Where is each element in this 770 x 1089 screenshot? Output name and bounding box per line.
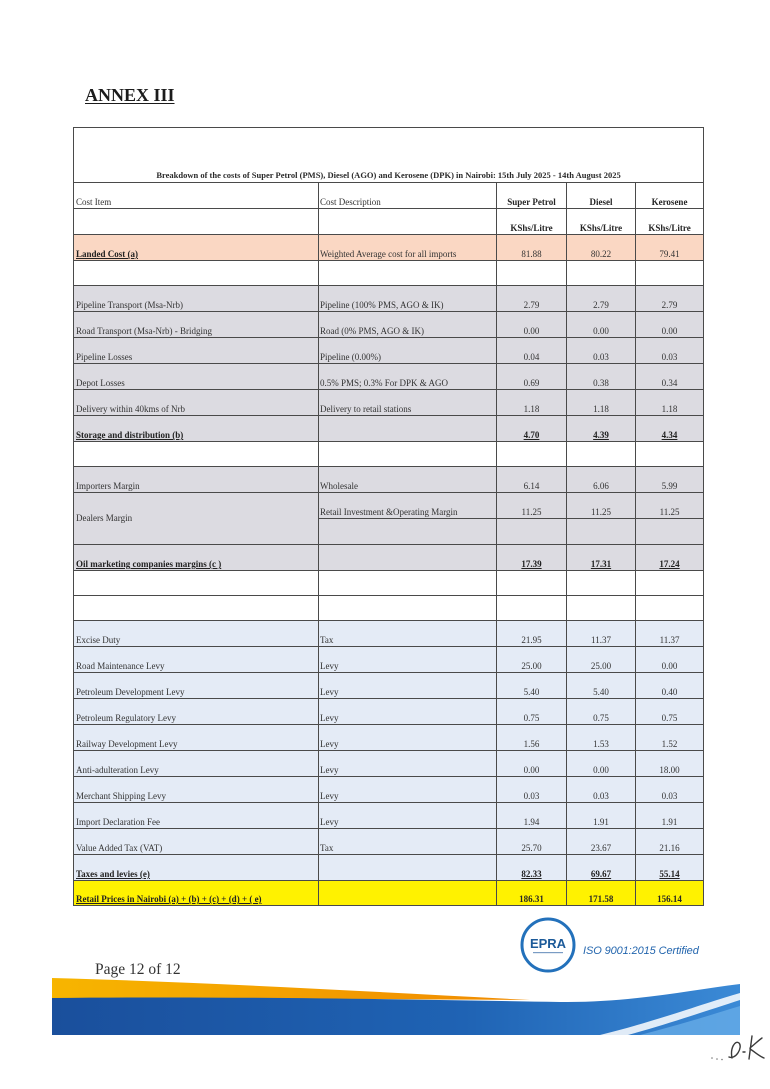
- cost-item-cell: Railway Development Levy: [74, 725, 319, 751]
- diesel-value: 4.39: [567, 416, 636, 442]
- kerosene-value: 0.40: [636, 673, 704, 699]
- diesel-value: 11.37: [567, 621, 636, 647]
- diesel-value: 171.58: [567, 881, 636, 906]
- unit-label: KShs/Litre: [497, 209, 567, 235]
- kerosene-value: 0.03: [636, 777, 704, 803]
- diesel-value: 5.40: [567, 673, 636, 699]
- empty-cell: [497, 596, 567, 621]
- diesel-value: 1.53: [567, 725, 636, 751]
- kerosene-value: 0.03: [636, 338, 704, 364]
- super-petrol-value: 0.04: [497, 338, 567, 364]
- table-row: [74, 699, 704, 725]
- unit-label: KShs/Litre: [636, 209, 704, 235]
- table-row: [74, 647, 704, 673]
- table-row: [74, 777, 704, 803]
- cost-description-cell: Levy: [319, 647, 497, 673]
- cost-item-cell: Delivery within 40kms of Nrb: [74, 390, 319, 416]
- cost-item-cell: Importers Margin: [74, 467, 319, 493]
- super-petrol-value: 0.75: [497, 699, 567, 725]
- empty-cell: [319, 545, 497, 571]
- empty-cell: [567, 571, 636, 596]
- cost-description-cell: Tax: [319, 621, 497, 647]
- empty-cell: [636, 519, 704, 545]
- kerosene-value: 18.00: [636, 751, 704, 777]
- super-petrol-value: 2.79: [497, 286, 567, 312]
- unit-label: KShs/Litre: [567, 209, 636, 235]
- empty-cell: [636, 261, 704, 286]
- empty-cell: [74, 261, 319, 286]
- iso-certification-label: ISO 9001:2015 Certified: [583, 945, 699, 957]
- diesel-value: 2.79: [567, 286, 636, 312]
- cost-table: [73, 127, 704, 906]
- cost-description-cell: Pipeline (100% PMS, AGO & IK): [319, 286, 497, 312]
- table-row: [74, 725, 704, 751]
- kerosene-value: 0.00: [636, 647, 704, 673]
- empty-cell: [319, 209, 497, 235]
- table-row: [74, 493, 704, 519]
- empty-cell: [319, 855, 497, 881]
- cost-item-cell: Petroleum Development Levy: [74, 673, 319, 699]
- cost-description-cell: Levy: [319, 725, 497, 751]
- header-kerosene: Kerosene: [636, 183, 704, 209]
- table-row: [74, 673, 704, 699]
- storage-distribution-subtotal-row: [74, 416, 704, 442]
- cost-item-cell: Road Transport (Msa-Nrb) - Bridging: [74, 312, 319, 338]
- diesel-value: 1.18: [567, 390, 636, 416]
- empty-cell: [319, 416, 497, 442]
- header-super-petrol: Super Petrol: [497, 183, 567, 209]
- kerosene-value: 11.25: [636, 493, 704, 519]
- super-petrol-value: 81.88: [497, 235, 567, 261]
- empty-cell: [497, 442, 567, 467]
- table-row: [74, 338, 704, 364]
- empty-cell: [319, 442, 497, 467]
- cost-item-cell: Pipeline Transport (Msa-Nrb): [74, 286, 319, 312]
- logo-tagline-line: [533, 952, 563, 953]
- super-petrol-value: 0.69: [497, 364, 567, 390]
- kerosene-value: 2.79: [636, 286, 704, 312]
- landed-cost-row: [74, 235, 704, 261]
- empty-cell: [319, 519, 497, 545]
- table-row: [74, 621, 704, 647]
- cost-description-cell: Pipeline (0.00%): [319, 338, 497, 364]
- diesel-value: 0.03: [567, 777, 636, 803]
- diesel-value: 1.91: [567, 803, 636, 829]
- table-row: [74, 467, 704, 493]
- kerosene-value: 79.41: [636, 235, 704, 261]
- super-petrol-value: 21.95: [497, 621, 567, 647]
- super-petrol-value: 0.00: [497, 312, 567, 338]
- super-petrol-value: 0.00: [497, 751, 567, 777]
- cost-description-cell: 0.5% PMS; 0.3% For DPK & AGO: [319, 364, 497, 390]
- diesel-value: 17.31: [567, 545, 636, 571]
- diesel-value: 6.06: [567, 467, 636, 493]
- empty-cell: [74, 596, 319, 621]
- cost-description-cell: Weighted Average cost for all imports: [319, 235, 497, 261]
- cost-item-cell: Road Maintenance Levy: [74, 647, 319, 673]
- super-petrol-value: 6.14: [497, 467, 567, 493]
- empty-cell: [567, 442, 636, 467]
- kerosene-value: 11.37: [636, 621, 704, 647]
- cost-item-cell: Value Added Tax (VAT): [74, 829, 319, 855]
- empty-cell: [636, 442, 704, 467]
- blank-row: [74, 596, 704, 621]
- kerosene-value: 0.00: [636, 312, 704, 338]
- cost-description-cell: Tax: [319, 829, 497, 855]
- super-petrol-value: 17.39: [497, 545, 567, 571]
- empty-cell: [497, 261, 567, 286]
- cost-item-cell: Retail Prices in Nairobi (a) + (b) + (c) + (d) + ( e): [74, 881, 319, 906]
- empty-cell: [567, 596, 636, 621]
- kerosene-value: 0.75: [636, 699, 704, 725]
- diesel-value: 80.22: [567, 235, 636, 261]
- kerosene-value: 17.24: [636, 545, 704, 571]
- empty-cell: [636, 596, 704, 621]
- kerosene-value: 5.99: [636, 467, 704, 493]
- kerosene-value: 0.34: [636, 364, 704, 390]
- diesel-value: 69.67: [567, 855, 636, 881]
- empty-cell: [636, 571, 704, 596]
- cost-description-cell: Levy: [319, 751, 497, 777]
- table-row: [74, 803, 704, 829]
- empty-cell: [319, 261, 497, 286]
- diesel-value: 0.75: [567, 699, 636, 725]
- cost-description-cell: Levy: [319, 673, 497, 699]
- diesel-value: 0.38: [567, 364, 636, 390]
- blank-row: [74, 442, 704, 467]
- kerosene-value: 1.52: [636, 725, 704, 751]
- cost-item-cell: Dealers Margin: [74, 493, 319, 545]
- super-petrol-value: 1.56: [497, 725, 567, 751]
- empty-cell: [74, 442, 319, 467]
- kerosene-value: 1.18: [636, 390, 704, 416]
- super-petrol-value: 4.70: [497, 416, 567, 442]
- kerosene-value: 4.34: [636, 416, 704, 442]
- cost-description-cell: Levy: [319, 699, 497, 725]
- super-petrol-value: 0.03: [497, 777, 567, 803]
- table-row: [74, 364, 704, 390]
- cost-description-cell: Delivery to retail stations: [319, 390, 497, 416]
- kerosene-value: 21.16: [636, 829, 704, 855]
- taxes-levies-subtotal-row: [74, 855, 704, 881]
- unit-row: [74, 209, 704, 235]
- cost-item-cell: Petroleum Regulatory Levy: [74, 699, 319, 725]
- empty-cell: [319, 596, 497, 621]
- table-row: [74, 829, 704, 855]
- table-row: [74, 312, 704, 338]
- header-row: [74, 183, 704, 209]
- diesel-value: 11.25: [567, 493, 636, 519]
- super-petrol-value: 25.70: [497, 829, 567, 855]
- page-number: Page 12 of 12: [95, 961, 181, 978]
- empty-cell: [567, 261, 636, 286]
- gold-wave: [52, 978, 530, 1000]
- diesel-value: 0.00: [567, 751, 636, 777]
- cost-description-cell: Wholesale: [319, 467, 497, 493]
- handwritten-initials: [708, 1028, 768, 1070]
- table-row: [74, 286, 704, 312]
- blank-row: [74, 571, 704, 596]
- empty-cell: [319, 881, 497, 906]
- logo-text: EPRA: [529, 936, 567, 951]
- cost-item-cell: Excise Duty: [74, 621, 319, 647]
- diesel-value: 0.00: [567, 312, 636, 338]
- diesel-value: 23.67: [567, 829, 636, 855]
- kerosene-value: 1.91: [636, 803, 704, 829]
- omc-margins-subtotal-row: [74, 545, 704, 571]
- caption-row: [74, 128, 704, 183]
- empty-cell: [567, 519, 636, 545]
- footer-wave-graphic: [0, 960, 770, 1050]
- empty-cell: [74, 209, 319, 235]
- table-row: [74, 390, 704, 416]
- cost-description-cell: Levy: [319, 777, 497, 803]
- cost-item-cell: Pipeline Losses: [74, 338, 319, 364]
- cost-item-cell: Anti-adulteration Levy: [74, 751, 319, 777]
- empty-cell: [497, 571, 567, 596]
- cost-item-cell: Oil marketing companies margins (c ): [74, 545, 319, 571]
- super-petrol-value: 1.18: [497, 390, 567, 416]
- annex-title: ANNEX III: [85, 85, 175, 105]
- retail-price-total-row: [74, 881, 704, 906]
- cost-description-cell: Levy: [319, 803, 497, 829]
- empty-cell: [74, 571, 319, 596]
- super-petrol-value: 25.00: [497, 647, 567, 673]
- cost-item-cell: Storage and distribution (b): [74, 416, 319, 442]
- cost-description-cell: Road (0% PMS, AGO & IK): [319, 312, 497, 338]
- cost-description-cell: Retail Investment &Operating Margin: [319, 493, 497, 519]
- diesel-value: 0.03: [567, 338, 636, 364]
- table-caption: Breakdown of the costs of Super Petrol (PMS), Diesel (AGO) and Kerosene (DPK) in Nairobi: 15th July 2025 - 14th August 2025: [74, 128, 704, 183]
- cost-item-cell: Merchant Shipping Levy: [74, 777, 319, 803]
- cost-item-cell: Taxes and levies (e): [74, 855, 319, 881]
- kerosene-value: 156.14: [636, 881, 704, 906]
- header-cost-description: Cost Description: [319, 183, 497, 209]
- super-petrol-value: 5.40: [497, 673, 567, 699]
- header-diesel: Diesel: [567, 183, 636, 209]
- blank-row: [74, 261, 704, 286]
- empty-cell: [319, 571, 497, 596]
- cost-item-cell: Depot Losses: [74, 364, 319, 390]
- empty-cell: [497, 519, 567, 545]
- super-petrol-value: 11.25: [497, 493, 567, 519]
- cost-breakdown-table: [73, 127, 703, 906]
- super-petrol-value: 1.94: [497, 803, 567, 829]
- kerosene-value: 55.14: [636, 855, 704, 881]
- diesel-value: 25.00: [567, 647, 636, 673]
- table-row: [74, 751, 704, 777]
- cost-item-cell: Import Declaration Fee: [74, 803, 319, 829]
- super-petrol-value: 186.31: [497, 881, 567, 906]
- header-cost-item: Cost Item: [74, 183, 319, 209]
- super-petrol-value: 82.33: [497, 855, 567, 881]
- cost-item-cell: Landed Cost (a): [74, 235, 319, 261]
